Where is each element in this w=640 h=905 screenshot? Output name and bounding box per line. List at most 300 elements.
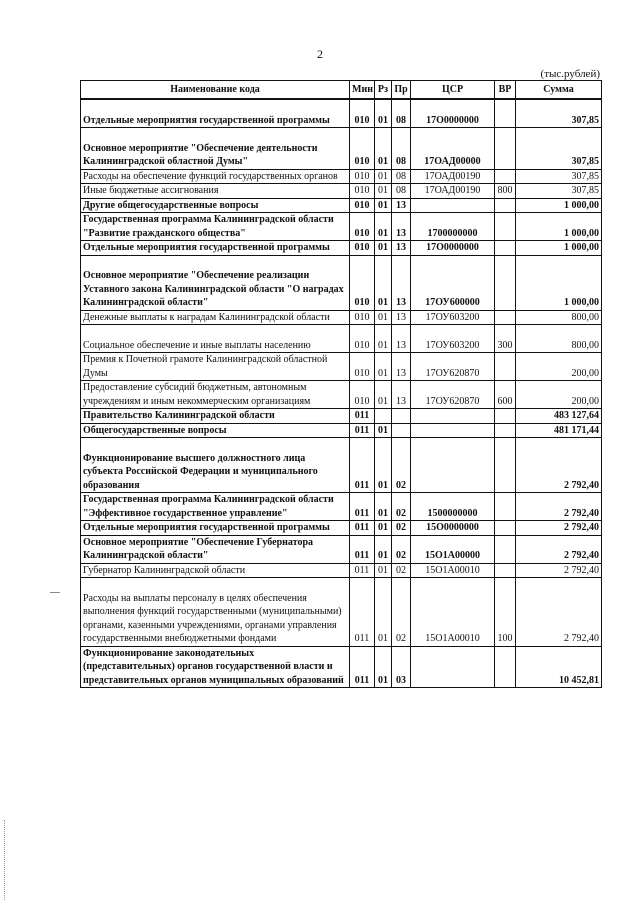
- cell-rz-text: 01: [378, 395, 388, 407]
- cell-vr: [495, 184, 516, 199]
- cell-csr-text: 15О1А00010: [425, 564, 480, 576]
- cell-vr: [495, 198, 516, 213]
- table-row: [81, 563, 602, 578]
- cell-pr-text: 02: [396, 633, 406, 644]
- cell-min-text: 010: [354, 156, 370, 167]
- cell-min: [350, 325, 375, 353]
- cell-min-text: 010: [354, 114, 370, 126]
- cell-name: [81, 184, 350, 199]
- cell-sum: [516, 310, 602, 325]
- cell-name: [81, 646, 350, 688]
- row-spacer: [83, 128, 347, 142]
- cell-rz: [375, 213, 392, 241]
- cell-sum: [516, 521, 602, 536]
- cell-rz: [375, 578, 392, 647]
- cell-pr-text: 13: [396, 367, 406, 379]
- cell-name-text: Функционирование высшего должностного лица субъекта Российской Федерации и муниципального образования: [83, 452, 318, 491]
- cell-pr: [392, 198, 411, 213]
- cell-min: [350, 423, 375, 438]
- cell-name: [81, 521, 350, 536]
- cell-name-text: Социальное обеспечение и иные выплаты населению: [83, 339, 311, 351]
- table-row: [81, 381, 602, 409]
- cell-name: [81, 578, 350, 647]
- cell-rz-text: 01: [378, 550, 388, 561]
- cell-name: [81, 310, 350, 325]
- cell-min-text: 010: [354, 227, 370, 239]
- cell-name-text: Иные бюджетные ассигнования: [83, 185, 219, 196]
- cell-csr: [411, 438, 495, 493]
- cell-sum: [516, 198, 602, 213]
- cell-pr-text: 02: [396, 479, 406, 491]
- cell-name-text: Премия к Почетной грамоте Калининградской областной Думы: [83, 354, 328, 379]
- cell-min: [350, 184, 375, 199]
- cell-name: [81, 563, 350, 578]
- cell-vr: [495, 646, 516, 688]
- table-row: [81, 325, 602, 353]
- cell-rz: [375, 325, 392, 353]
- cell-rz-text: 01: [378, 311, 388, 323]
- cell-csr: [411, 521, 495, 536]
- cell-rz: [375, 646, 392, 688]
- cell-sum: [516, 184, 602, 199]
- cell-name: [81, 169, 350, 184]
- cell-sum: [516, 438, 602, 493]
- table-row: [81, 423, 602, 438]
- cell-name-text: Губернатор Калининградской области: [83, 564, 246, 576]
- cell-vr: [495, 535, 516, 563]
- cell-csr-text: 17ОАД00190: [424, 185, 481, 196]
- cell-pr: [392, 646, 411, 688]
- cell-name-text: Государственная программа Калининградской области "Эффективное государственное управление": [83, 494, 334, 519]
- cell-rz-text: 01: [378, 339, 388, 351]
- cell-rz: [375, 184, 392, 199]
- cell-name: [81, 438, 350, 493]
- table-row: [81, 409, 602, 424]
- cell-pr-text: 13: [396, 339, 406, 351]
- cell-vr: [495, 493, 516, 521]
- table-row: [81, 493, 602, 521]
- cell-pr: [392, 255, 411, 310]
- cell-min: [350, 310, 375, 325]
- cell-sum-text: 307,85: [571, 156, 599, 167]
- header-min: Мин: [350, 81, 375, 100]
- cell-name: [81, 255, 350, 310]
- cell-min: [350, 535, 375, 563]
- cell-min-text: 010: [354, 185, 370, 196]
- cell-name-text: Другие общегосударственные вопросы: [83, 199, 259, 211]
- cell-rz-text: 01: [378, 507, 388, 519]
- cell-pr-text: 02: [396, 507, 406, 519]
- cell-csr: [411, 563, 495, 578]
- cell-pr: [392, 184, 411, 199]
- cell-name-text: Отдельные мероприятия государственной программы: [83, 522, 330, 533]
- cell-csr: [411, 535, 495, 563]
- cell-csr-text: 17О0000000: [426, 242, 479, 253]
- cell-csr: [411, 198, 495, 213]
- cell-pr-text: 02: [396, 564, 406, 576]
- cell-csr-text: 1500000000: [427, 507, 478, 519]
- cell-min-text: 011: [354, 410, 370, 421]
- cell-pr: [392, 310, 411, 325]
- cell-rz-text: 01: [378, 674, 388, 686]
- cell-name: [81, 198, 350, 213]
- cell-name-text: Отдельные мероприятия государственной программы: [83, 242, 330, 253]
- cell-pr: [392, 563, 411, 578]
- cell-sum: [516, 423, 602, 438]
- cell-csr-text: 15О1А00010: [425, 633, 480, 644]
- cell-rz-text: 01: [378, 170, 388, 182]
- cell-sum-text: 200,00: [571, 395, 599, 407]
- cell-min-text: 011: [354, 424, 370, 436]
- cell-rz-text: 01: [378, 114, 388, 126]
- cell-pr: [392, 381, 411, 409]
- cell-rz-text: 01: [378, 479, 388, 491]
- cell-rz: [375, 521, 392, 536]
- cell-rz: [375, 241, 392, 256]
- cell-pr-text: 13: [396, 395, 406, 407]
- cell-pr-text: 02: [396, 522, 406, 533]
- cell-rz-text: 01: [378, 633, 388, 644]
- cell-min: [350, 381, 375, 409]
- cell-min: [350, 128, 375, 170]
- cell-min-text: 010: [354, 170, 370, 182]
- cell-name: [81, 493, 350, 521]
- cell-csr: [411, 255, 495, 310]
- cell-rz: [375, 169, 392, 184]
- cell-pr-text: 08: [396, 114, 406, 126]
- header-csr: ЦСР: [411, 81, 495, 100]
- cell-pr-text: 02: [396, 550, 406, 561]
- cell-csr: [411, 423, 495, 438]
- table-row: [81, 438, 602, 493]
- cell-name-text: Функционирование законодательных (представительных) органов государственной власти и представительных органов муниципальных образований: [83, 647, 344, 686]
- cell-vr: [495, 423, 516, 438]
- table-row: [81, 213, 602, 241]
- cell-name: [81, 241, 350, 256]
- cell-pr: [392, 423, 411, 438]
- cell-rz-text: 01: [378, 564, 388, 576]
- cell-csr-text: 15О1А00000: [425, 550, 480, 561]
- cell-csr: [411, 325, 495, 353]
- row-spacer: [83, 256, 347, 270]
- cell-name: [81, 381, 350, 409]
- cell-csr-text: 17ОУ620870: [425, 395, 480, 407]
- page-number: 2: [317, 47, 323, 61]
- cell-min-text: 010: [354, 242, 370, 253]
- table-row: [81, 521, 602, 536]
- table-header-row: [81, 81, 602, 100]
- cell-vr: [495, 438, 516, 493]
- cell-csr-text: 1700000000: [427, 227, 478, 239]
- cell-vr: [495, 128, 516, 170]
- cell-sum: [516, 535, 602, 563]
- cell-name-text: Правительство Калининградской области: [83, 410, 275, 421]
- cell-min-text: 010: [354, 367, 370, 379]
- cell-vr: [495, 381, 516, 409]
- cell-rz: [375, 423, 392, 438]
- cell-rz: [375, 563, 392, 578]
- cell-rz-text: 01: [378, 199, 388, 211]
- cell-vr: [495, 169, 516, 184]
- row-spacer: [83, 325, 347, 339]
- cell-min: [350, 99, 375, 128]
- cell-pr-text: 08: [396, 185, 406, 196]
- cell-sum-text: 10 452,81: [559, 674, 599, 686]
- cell-name-text: Отдельные мероприятия государственной программы: [83, 114, 330, 126]
- cell-rz-text: 01: [378, 522, 388, 533]
- cell-min-text: 011: [354, 674, 370, 686]
- cell-rz: [375, 128, 392, 170]
- cell-sum-text: 2 792,40: [564, 564, 599, 576]
- cell-sum: [516, 99, 602, 128]
- row-spacer: [83, 438, 347, 452]
- cell-min: [350, 169, 375, 184]
- cell-csr-text: 17ОУ603200: [425, 311, 480, 323]
- cell-rz: [375, 535, 392, 563]
- header-vr: ВР: [495, 81, 516, 100]
- header-pr: Пр: [392, 81, 411, 100]
- cell-pr: [392, 325, 411, 353]
- cell-pr-text: 08: [396, 156, 406, 167]
- cell-pr: [392, 353, 411, 381]
- cell-pr: [392, 128, 411, 170]
- cell-pr: [392, 169, 411, 184]
- cell-csr: [411, 409, 495, 424]
- cell-pr-text: 13: [396, 227, 406, 239]
- cell-name-text: Расходы на выплаты персоналу в целях обеспечения выполнения функций государственными (муниципальными) органами, казенными учреждениями, органами управления государственными внебюджетными фондами: [83, 592, 342, 644]
- cell-csr: [411, 646, 495, 688]
- cell-min-text: 010: [354, 199, 370, 211]
- cell-rz-text: 01: [378, 242, 388, 253]
- cell-sum-text: 483 127,64: [554, 410, 599, 421]
- table-body: [81, 99, 602, 688]
- cell-csr: [411, 381, 495, 409]
- cell-vr-text: 600: [497, 395, 513, 407]
- cell-sum-text: 2 792,40: [564, 550, 599, 561]
- cell-pr: [392, 241, 411, 256]
- cell-name-text: Основное мероприятие "Обеспечение деятельности Калининградской областной Думы": [83, 142, 318, 167]
- cell-csr-text: 17ОУ620870: [425, 367, 480, 379]
- cell-min: [350, 241, 375, 256]
- table-row: [81, 198, 602, 213]
- cell-sum-text: 2 792,40: [564, 507, 599, 519]
- row-spacer: [83, 100, 347, 114]
- cell-min-text: 011: [354, 479, 370, 491]
- cell-sum-text: 200,00: [571, 367, 599, 379]
- cell-min-text: 011: [354, 564, 370, 576]
- table-row: [81, 169, 602, 184]
- cell-csr: [411, 99, 495, 128]
- cell-min: [350, 213, 375, 241]
- cell-sum: [516, 578, 602, 647]
- cell-csr: [411, 353, 495, 381]
- cell-rz: [375, 353, 392, 381]
- table-row: [81, 241, 602, 256]
- cell-rz: [375, 381, 392, 409]
- cell-name-text: Основное мероприятие "Обеспечение Губернатора Калининградской области": [83, 536, 313, 561]
- cell-vr: [495, 325, 516, 353]
- cell-sum: [516, 353, 602, 381]
- cell-min-text: 011: [354, 633, 370, 644]
- cell-vr: [495, 353, 516, 381]
- cell-pr-text: 13: [396, 199, 406, 211]
- cell-csr: [411, 310, 495, 325]
- cell-min-text: 010: [354, 339, 370, 351]
- cell-sum-text: 481 171,44: [554, 424, 599, 436]
- table-row: [81, 535, 602, 563]
- cell-name: [81, 213, 350, 241]
- cell-min-text: 011: [354, 507, 370, 519]
- cell-rz: [375, 255, 392, 310]
- header-rz: Рз: [375, 81, 392, 100]
- cell-name-text: Общегосударственные вопросы: [83, 424, 227, 436]
- table-row: [81, 184, 602, 199]
- cell-min-text: 011: [354, 550, 370, 561]
- cell-vr: [495, 409, 516, 424]
- cell-min-text: 011: [354, 522, 370, 533]
- cell-pr: [392, 99, 411, 128]
- cell-pr-text: 08: [396, 170, 406, 182]
- cell-min: [350, 353, 375, 381]
- cell-sum: [516, 241, 602, 256]
- cell-csr-text: 15О0000000: [426, 522, 479, 533]
- cell-csr: [411, 128, 495, 170]
- cell-name: [81, 535, 350, 563]
- cell-name: [81, 128, 350, 170]
- cell-sum-text: 800,00: [571, 311, 599, 323]
- cell-name-text: Основное мероприятие "Обеспечение реализации Уставного закона Калининградской области "О наградах Калининградской области": [83, 270, 344, 308]
- cell-sum-text: 307,85: [571, 114, 599, 126]
- cell-csr-text: 17ОАД00190: [424, 170, 481, 182]
- cell-vr: [495, 213, 516, 241]
- cell-sum-text: 1 000,00: [564, 297, 599, 308]
- cell-name-text: Денежные выплаты к наградам Калининградской области: [83, 311, 330, 323]
- cell-vr-text: 100: [497, 633, 513, 644]
- table-row: [81, 128, 602, 170]
- cell-sum-text: 307,85: [571, 185, 599, 196]
- cell-min: [350, 438, 375, 493]
- table-row: [81, 255, 602, 310]
- cell-sum: [516, 325, 602, 353]
- cell-pr-text: 13: [396, 242, 406, 253]
- cell-name: [81, 423, 350, 438]
- cell-name-text: Государственная программа Калининградской области "Развитие гражданского общества": [83, 214, 334, 239]
- cell-vr: [495, 255, 516, 310]
- cell-sum: [516, 213, 602, 241]
- budget-table: [80, 80, 602, 688]
- cell-csr: [411, 493, 495, 521]
- cell-sum-text: 1 000,00: [564, 227, 599, 239]
- cell-min: [350, 521, 375, 536]
- cell-rz: [375, 198, 392, 213]
- cell-sum-text: 800,00: [571, 339, 599, 351]
- cell-sum: [516, 646, 602, 688]
- cell-rz-text: 01: [378, 424, 388, 436]
- cell-min-text: 010: [354, 311, 370, 323]
- cell-vr-text: 800: [497, 185, 513, 196]
- cell-min: [350, 255, 375, 310]
- cell-csr: [411, 184, 495, 199]
- cell-min: [350, 493, 375, 521]
- cell-csr-text: 17О0000000: [426, 114, 479, 126]
- margin-marks: [4, 820, 7, 900]
- cell-rz: [375, 409, 392, 424]
- cell-name: [81, 409, 350, 424]
- cell-min: [350, 198, 375, 213]
- cell-rz: [375, 438, 392, 493]
- cell-sum: [516, 381, 602, 409]
- cell-sum: [516, 493, 602, 521]
- cell-sum: [516, 255, 602, 310]
- cell-rz-text: 01: [378, 185, 388, 196]
- table-row: [81, 578, 602, 647]
- cell-vr: [495, 310, 516, 325]
- table-row: [81, 353, 602, 381]
- cell-rz: [375, 99, 392, 128]
- cell-rz: [375, 310, 392, 325]
- cell-pr: [392, 535, 411, 563]
- cell-csr: [411, 578, 495, 647]
- cell-name-text: Расходы на обеспечение функций государственных органов: [83, 170, 338, 182]
- cell-vr: [495, 563, 516, 578]
- table-row: [81, 646, 602, 688]
- header-name: Наименование кода: [81, 81, 350, 100]
- cell-csr-text: 17ОУ603200: [425, 339, 480, 351]
- cell-pr: [392, 438, 411, 493]
- cell-csr-text: 17ОАД00000: [424, 156, 481, 167]
- cell-pr-text: 03: [396, 674, 406, 686]
- cell-pr: [392, 213, 411, 241]
- cell-rz: [375, 493, 392, 521]
- cell-rz-text: 01: [378, 156, 388, 167]
- cell-pr: [392, 493, 411, 521]
- cell-sum: [516, 409, 602, 424]
- cell-name: [81, 99, 350, 128]
- cell-min-text: 010: [354, 395, 370, 407]
- cell-sum-text: 307,85: [571, 170, 599, 182]
- cell-pr-text: 13: [396, 297, 406, 308]
- cell-sum-text: 2 792,40: [564, 479, 599, 491]
- unit-note: (тыс.рублей): [540, 68, 600, 80]
- cell-rz-text: 01: [378, 227, 388, 239]
- cell-pr-text: 13: [396, 311, 406, 323]
- cell-sum-text: 1 000,00: [564, 242, 599, 253]
- cell-pr: [392, 578, 411, 647]
- cell-name: [81, 325, 350, 353]
- table-row: [81, 99, 602, 128]
- cell-sum-text: 2 792,40: [564, 522, 599, 533]
- table-row: [81, 310, 602, 325]
- cell-sum-text: 1 000,00: [564, 199, 599, 211]
- cell-sum-text: 2 792,40: [564, 633, 599, 644]
- cell-sum: [516, 563, 602, 578]
- cell-min: [350, 578, 375, 647]
- cell-rz-text: 01: [378, 367, 388, 379]
- cell-vr-text: 300: [497, 339, 513, 351]
- header-sum: Сумма: [516, 81, 602, 100]
- stray-mark: [50, 592, 60, 593]
- cell-vr: [495, 578, 516, 647]
- cell-sum: [516, 169, 602, 184]
- cell-rz-text: 01: [378, 297, 388, 308]
- cell-vr: [495, 521, 516, 536]
- cell-csr: [411, 241, 495, 256]
- cell-sum: [516, 128, 602, 170]
- cell-min: [350, 646, 375, 688]
- cell-min: [350, 563, 375, 578]
- cell-pr: [392, 521, 411, 536]
- cell-vr: [495, 241, 516, 256]
